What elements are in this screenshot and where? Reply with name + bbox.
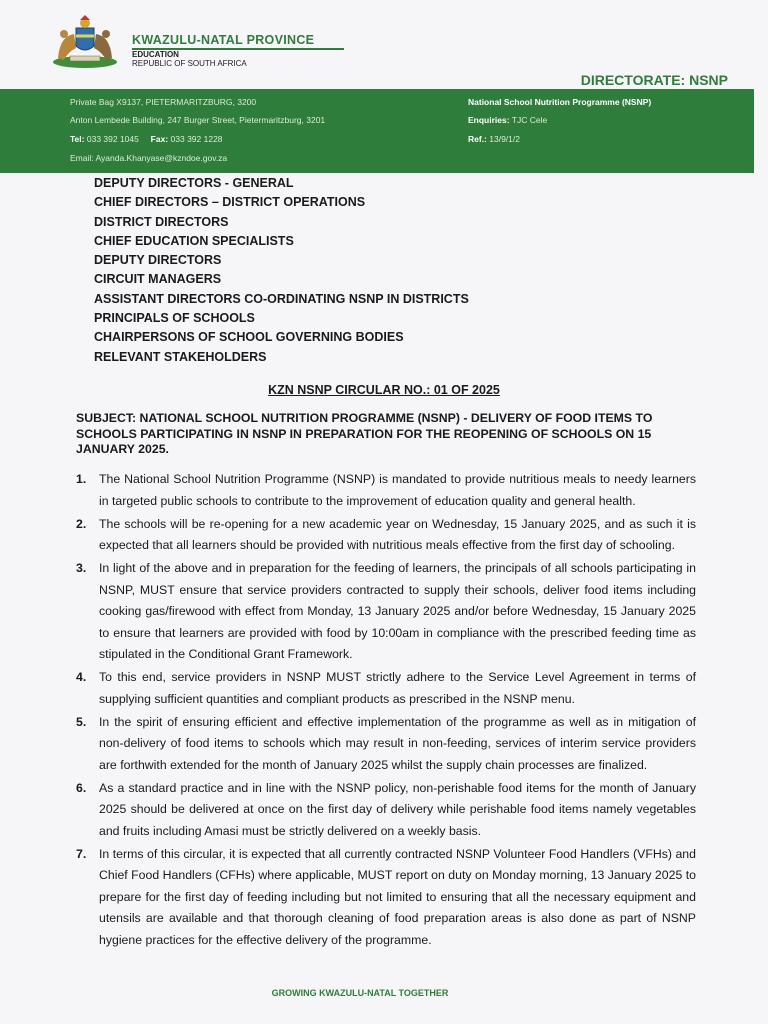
department-name: EDUCATION: [132, 50, 179, 59]
paragraph: [76, 469, 696, 512]
paragraph-number: 5.: [76, 714, 87, 729]
fax-label: Fax:: [150, 134, 169, 144]
country-name: REPUBLIC OF SOUTH AFRICA: [132, 58, 247, 68]
province-name: KWAZULU-NATAL PROVINCE: [132, 33, 315, 47]
phone-fax: [70, 134, 223, 144]
recipient-list: [94, 174, 469, 367]
street-address: Anton Lembede Building, 247 Burger Street, Pietermaritzburg, 3201: [70, 115, 326, 125]
paragraph-text: The National School Nutrition Programme (NSNP) is mandated to provide nutritious meals to needy learners in targeted public schools to contribute to the improvement of education quality and general health.: [99, 472, 696, 508]
paragraph-text: To this end, service providers in NSNP MUST strictly adhere to the Service Level Agreement in terms of supplying sufficient quantities and compliant products as prescribed in the NSNP menu.: [99, 670, 696, 706]
paragraph: [76, 778, 696, 843]
footer-slogan: GROWING KWAZULU-NATAL TOGETHER: [271, 988, 449, 998]
paragraph-number: 3.: [76, 561, 87, 575]
enquiries: [468, 115, 547, 125]
paragraph: [76, 667, 696, 710]
department-block: [132, 51, 247, 68]
paragraph-number: 7.: [76, 846, 87, 861]
email-address: Email: Ayanda.Khanyase@kzndoe.gov.za: [70, 153, 228, 163]
paragraph-number: 4.: [76, 670, 87, 684]
reference: [468, 134, 520, 144]
recipient-item: CHIEF EDUCATION SPECIALISTS: [94, 233, 294, 248]
recipient-item: DISTRICT DIRECTORS: [94, 214, 229, 229]
circular-number: KZN NSNP CIRCULAR NO.: 01 OF 2025: [268, 383, 500, 397]
subject-line: SUBJECT: NATIONAL SCHOOL NUTRITION PROGRAMME (NSNP) - DELIVERY OF FOOD ITEMS TO SCHOOLS PARTICIPATING IN NSNP IN PREPARATION FOR THE REOPENING OF SCHOOLS ON 15 JANUARY 2025.: [76, 411, 653, 456]
recipient-item: DEPUTY DIRECTORS: [94, 253, 222, 268]
contact-banner: [0, 89, 754, 173]
fax-number: 033 392 1228: [170, 134, 223, 144]
recipient-item: ASSISTANT DIRECTORS CO-ORDINATING NSNP IN DISTRICTS: [94, 291, 469, 306]
paragraph-number: 1.: [76, 472, 87, 486]
enquiries-label: Enquiries:: [468, 115, 510, 125]
paragraph-list: [76, 469, 696, 953]
directorate-title: DIRECTORATE: NSNP: [580, 72, 728, 88]
recipient-item: CIRCUIT MANAGERS: [94, 272, 222, 287]
paragraph-text: In the spirit of ensuring efficient and effective implementation of the programme as well as in mitigation of non-delivery of food items to schools which may result in non-feeding, services of interim service providers are forthwith extended for the month of January 2025 whilst the supply chain processes are finalized.: [99, 714, 696, 772]
recipient-item: PRINCIPALS OF SCHOOLS: [94, 311, 255, 326]
recipient-item: RELEVANT STAKEHOLDERS: [94, 349, 267, 364]
paragraph-text: The schools will be re-opening for a new academic year on Wednesday, 15 January 2025, and as such it is expected that all learners should be provided with nutritious meals effective from the first day of schooling.: [99, 516, 696, 552]
postal-address: Private Bag X9137, PIETERMARITZBURG, 3200: [70, 97, 257, 107]
coat-of-arms-icon: [48, 14, 122, 70]
paragraph: [76, 712, 696, 777]
paragraph-text: In terms of this circular, it is expected that all currently contracted NSNP Volunteer Food Handlers (VFHs) and Chief Food Handlers (CFHs) where applicable, MUST report on duty on Monday morning, 13 January 2025 to prepare for the first day of feeding including but not limited to ensuring that all the necessary equipment and utensils are available and that thorough cleaning of food preparation areas is also done as part of NSNP hygiene practices for the effective delivery of the programme.: [99, 846, 696, 947]
tel-label: Tel:: [70, 134, 85, 144]
recipient-item: CHAIRPERSONS OF SCHOOL GOVERNING BODIES: [94, 330, 404, 345]
ref-value: 13/9/1/2: [489, 134, 520, 144]
recipient-item: DEPUTY DIRECTORS - GENERAL: [94, 176, 294, 190]
enquiries-value: TJC Cele: [511, 115, 548, 125]
paragraph-text: In light of the above and in preparation for the feeding of learners, the principals of all schools participating in NSNP, MUST ensure that service providers contracted to supply their schools, deliver food items including cooking gas/firewood with effect from Monday, 13 January 2025 and/or before Wednesday, 15 January 2025 to ensure that learners are provided with food by 10:00am in compliance with the prescribed feeding time as stipulated in the Conditional Grant Framework.: [99, 561, 696, 661]
paragraph-text: As a standard practice and in line with the NSNP policy, non-perishable food items for the month of January 2025 should be delivered at once on the first day of delivery while perishable food items namely vegetables and fruits including Amasi must be strictly delivered on a weekly basis.: [99, 780, 696, 838]
recipient-item: CHIEF DIRECTORS – DISTRICT OPERATIONS: [94, 195, 366, 210]
paragraph-number: 6.: [76, 780, 87, 795]
paragraph: [76, 514, 696, 557]
paragraph: [76, 558, 696, 666]
paragraph-number: 2.: [76, 516, 87, 531]
ref-label: Ref.:: [468, 134, 487, 144]
programme-name: National School Nutrition Programme (NSNP): [468, 97, 652, 107]
tel-number: 033 392 1045: [86, 134, 139, 144]
paragraph: [76, 844, 696, 952]
